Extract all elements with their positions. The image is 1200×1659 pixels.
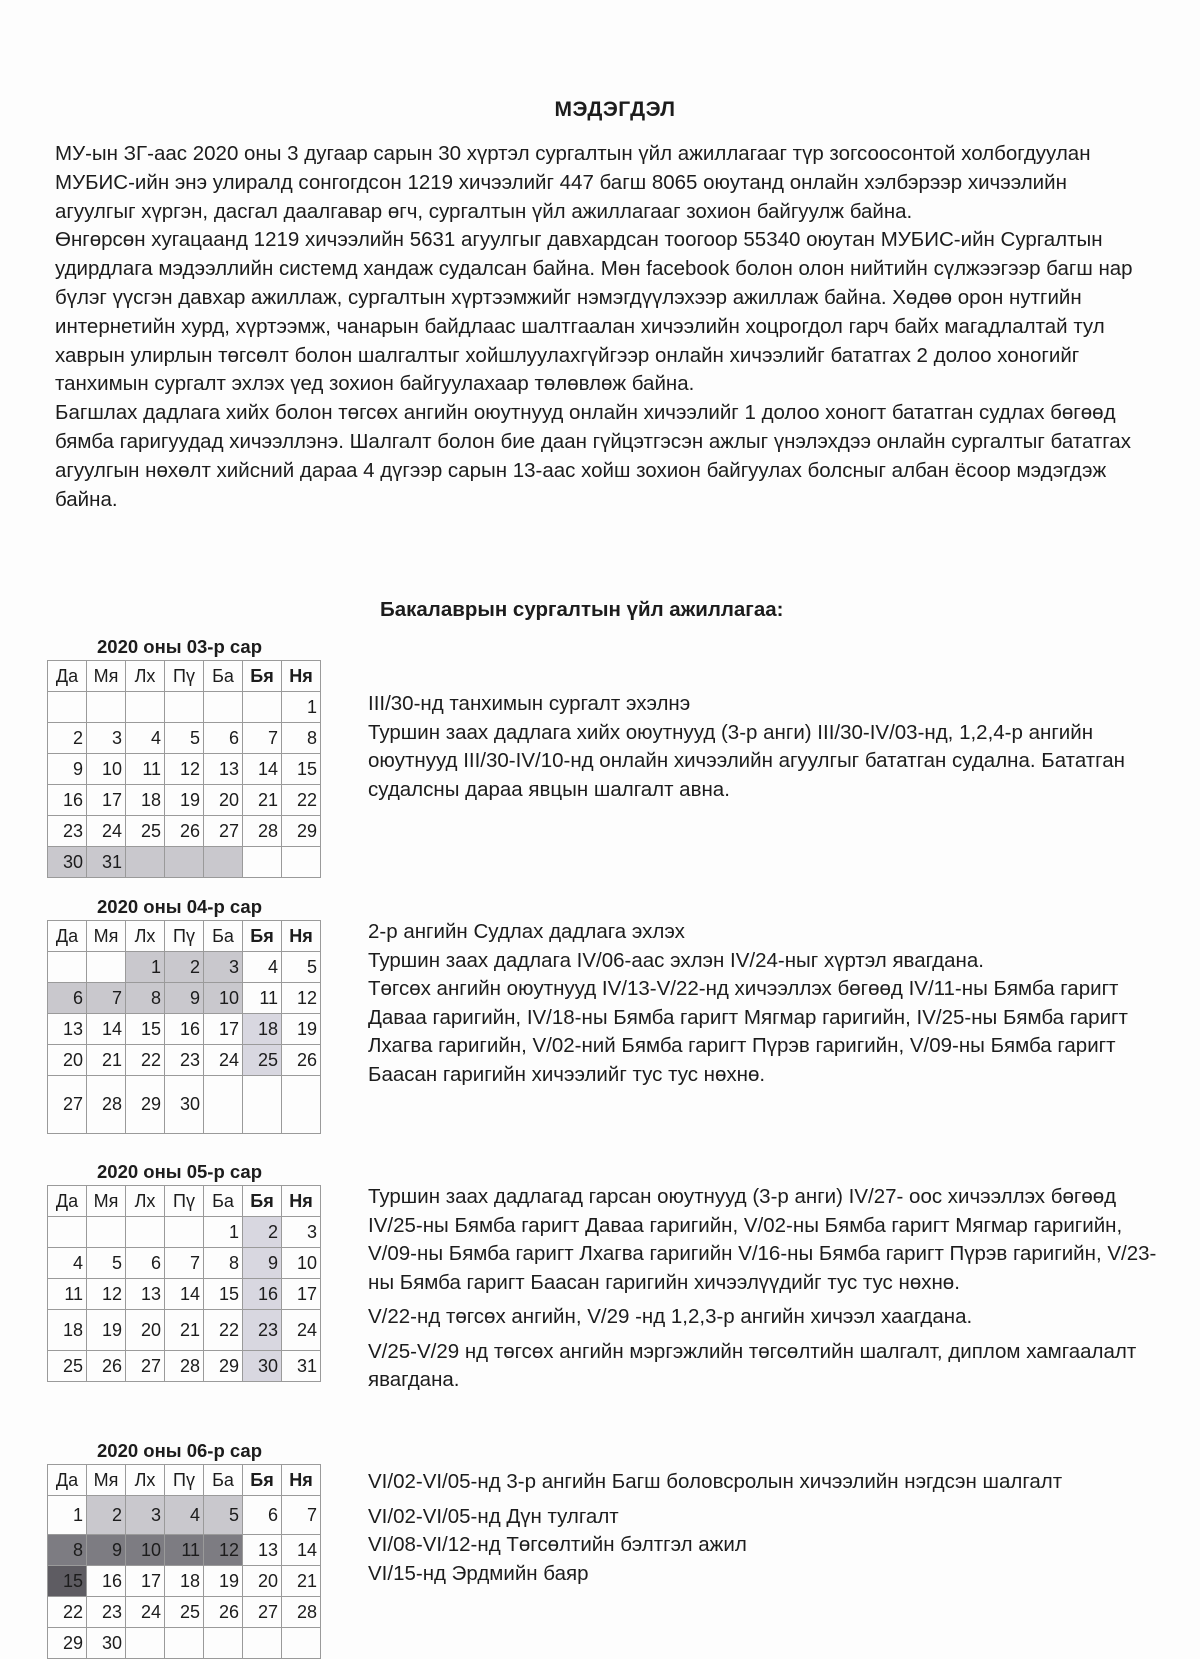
calendar-day: [126, 1628, 165, 1659]
calendar-day: 11: [126, 754, 165, 785]
weekday-header: Мя: [87, 1465, 126, 1496]
calendar-day: 22: [204, 1310, 243, 1351]
weekday-header: Да: [48, 921, 87, 952]
calendar-day: [87, 692, 126, 723]
calendar-day: [126, 1217, 165, 1248]
calendar-day: 19: [282, 1014, 321, 1045]
calendar-day: 7: [243, 723, 282, 754]
calendar-day: 24: [282, 1310, 321, 1351]
calendar-day: 5: [282, 952, 321, 983]
calendar-day: 21: [282, 1566, 321, 1597]
calendar-day: 3: [204, 952, 243, 983]
calendar-day: 29: [282, 816, 321, 847]
calendar-day: 25: [48, 1351, 87, 1382]
document-title: МЭДЭГДЭЛ: [554, 98, 676, 121]
calendar-grid: [47, 660, 321, 878]
calendar-week: [48, 1496, 321, 1535]
calendar-day: 22: [48, 1597, 87, 1628]
calendar-day: 1: [126, 952, 165, 983]
calendar-day: 14: [243, 754, 282, 785]
weekday-header: Лх: [126, 921, 165, 952]
calendar-day: 28: [243, 816, 282, 847]
calendar-day: [204, 1628, 243, 1659]
calendar-day: [282, 1628, 321, 1659]
calendar-week: [48, 692, 321, 723]
section-heading: Бакалаврын сургалтын үйл ажиллагаа:: [380, 598, 784, 621]
calendar-day: 10: [282, 1248, 321, 1279]
calendar-week: [48, 1310, 321, 1351]
note: III/30-нд танхимын сургалт эхэлнэ: [368, 692, 691, 715]
calendar-day: 27: [126, 1351, 165, 1382]
calendar-day: 12: [282, 983, 321, 1014]
weekday-header: Ня: [282, 1186, 321, 1217]
calendar-day: 27: [48, 1076, 87, 1134]
calendar-day: 12: [87, 1279, 126, 1310]
calendar-day: 29: [48, 1628, 87, 1659]
note: VI/02-VI/05-нд 3-р ангийн Багш боловсролын хичээлийн нэгдсэн шалгалт: [368, 1470, 1063, 1493]
calendar-week: [48, 1628, 321, 1659]
weekday-header: Пү: [165, 921, 204, 952]
calendar-day: 5: [204, 1496, 243, 1535]
calendar-grid: [47, 1185, 321, 1382]
weekday-header: Пү: [165, 661, 204, 692]
calendar-week: [48, 1279, 321, 1310]
calendar-day: 7: [282, 1496, 321, 1535]
weekday-header: Пү: [165, 1186, 204, 1217]
weekday-header: Ба: [204, 1186, 243, 1217]
calendar-day: 29: [204, 1351, 243, 1382]
calendar-day: 3: [87, 723, 126, 754]
calendar-day: [165, 1628, 204, 1659]
weekday-header: Ня: [282, 921, 321, 952]
calendar-day: 25: [126, 816, 165, 847]
calendar-week: [48, 723, 321, 754]
calendar-week: [48, 983, 321, 1014]
weekday-header: Мя: [87, 921, 126, 952]
weekday-header-row: [48, 1465, 321, 1496]
note: VI/02-VI/05-нд Дүн тулгалт: [368, 1504, 619, 1528]
calendar-week: [48, 1597, 321, 1628]
weekday-header: Да: [48, 1465, 87, 1496]
calendar-day: 9: [243, 1248, 282, 1279]
calendar-week: [48, 1351, 321, 1382]
calendar-title: 2020 оны 03-р сар: [97, 636, 262, 657]
calendar-day: [204, 1076, 243, 1134]
calendar-day: 24: [126, 1597, 165, 1628]
calendar-day: 27: [243, 1597, 282, 1628]
calendar-week: [48, 1248, 321, 1279]
calendar-day: 5: [87, 1248, 126, 1279]
notes-march: [368, 690, 1168, 804]
weekday-header: Ня: [282, 1465, 321, 1496]
calendar-day: [243, 692, 282, 723]
calendar-day: 30: [87, 1628, 126, 1659]
weekday-header: Лх: [126, 1186, 165, 1217]
calendar-day: 16: [243, 1279, 282, 1310]
calendar-day: 26: [87, 1351, 126, 1382]
calendar-day: 25: [243, 1045, 282, 1076]
calendar-march: [47, 636, 321, 878]
weekday-header: Пү: [165, 1465, 204, 1496]
calendar-day: 17: [204, 1014, 243, 1045]
calendar-day: 24: [204, 1045, 243, 1076]
calendar-day: [165, 847, 204, 878]
calendar-day: 14: [282, 1535, 321, 1566]
calendar-day: [243, 1628, 282, 1659]
calendar-day: 23: [165, 1045, 204, 1076]
calendar-day: 11: [243, 983, 282, 1014]
calendar-grid: [47, 920, 321, 1134]
calendar-day: 4: [243, 952, 282, 983]
calendar-day: 27: [204, 816, 243, 847]
calendar-day: 6: [48, 983, 87, 1014]
calendar-day: 1: [48, 1496, 87, 1535]
calendar-day: [126, 847, 165, 878]
note: Төгсөх ангийн оюутнууд IV/13-V/22-нд хичээллэх бөгөөд IV/11-ны Бямба гаригт Даваа гаригийн, IV/18-ны Бямба гаригт Мягмар гаригийн, IV/25-ны Бямба гаригт Лхагва гаригийн, V/02-ний Бямба гаригт Пүрэв гаригийн, V/09-ны Бямба гаригт Баасан гаригийн хичээлийг тус тус нөхнө.: [368, 977, 1128, 1086]
calendar-june: [47, 1440, 321, 1659]
calendar-day: 19: [165, 785, 204, 816]
note: VI/15-нд Эрдмийн баяр: [368, 1561, 589, 1585]
weekday-header: Ба: [204, 661, 243, 692]
calendar-day: 9: [48, 754, 87, 785]
calendar-day: 7: [165, 1248, 204, 1279]
calendar-day: [48, 952, 87, 983]
calendar-day: 9: [87, 1535, 126, 1566]
calendar-april: [47, 896, 321, 1134]
calendar-grid: [47, 1464, 321, 1659]
calendar-day: 26: [165, 816, 204, 847]
weekday-header-row: [48, 1186, 321, 1217]
calendar-day: 12: [204, 1535, 243, 1566]
calendar-day: 21: [243, 785, 282, 816]
calendar-day: 4: [165, 1496, 204, 1535]
calendar-day: 15: [204, 1279, 243, 1310]
note: V/25-V/29 нд төгсөх ангийн мэргэжлийн төгсөлтийн шалгалт, диплом хамгаалалт явагдана.: [368, 1339, 1137, 1391]
calendar-day: 29: [126, 1076, 165, 1134]
calendar-may: [47, 1161, 321, 1382]
calendar-day: [282, 1076, 321, 1134]
calendar-day: 22: [282, 785, 321, 816]
calendar-day: 13: [243, 1535, 282, 1566]
calendar-day: 6: [243, 1496, 282, 1535]
calendar-day: [87, 952, 126, 983]
calendar-day: 13: [126, 1279, 165, 1310]
calendar-day: 28: [87, 1076, 126, 1134]
calendar-week: [48, 1076, 321, 1134]
calendar-day: 22: [126, 1045, 165, 1076]
calendar-title: 2020 оны 06-р сар: [97, 1440, 262, 1461]
calendar-day: 3: [282, 1217, 321, 1248]
weekday-header: Лх: [126, 661, 165, 692]
calendar-day: 1: [204, 1217, 243, 1248]
calendar-day: 11: [165, 1535, 204, 1566]
calendar-day: 6: [204, 723, 243, 754]
calendar-day: 2: [243, 1217, 282, 1248]
weekday-header: Бя: [243, 921, 282, 952]
calendar-day: 8: [126, 983, 165, 1014]
weekday-header: Ня: [282, 661, 321, 692]
calendar-week: [48, 1217, 321, 1248]
calendar-day: 10: [204, 983, 243, 1014]
calendar-day: 19: [204, 1566, 243, 1597]
calendar-day: 3: [126, 1496, 165, 1535]
calendar-day: 16: [48, 785, 87, 816]
weekday-header-row: [48, 921, 321, 952]
weekday-header: Мя: [87, 1186, 126, 1217]
note: 2-р ангийн Судлах дадлага эхлэх: [368, 920, 685, 943]
note: Туршин заах дадлага IV/06-аас эхлэн IV/24-ныг хүртэл явагдана.: [368, 948, 984, 972]
calendar-title: 2020 оны 04-р сар: [97, 896, 262, 917]
calendar-title: 2020 оны 05-р сар: [97, 1161, 262, 1182]
calendar-day: [165, 692, 204, 723]
calendar-day: 31: [282, 1351, 321, 1382]
calendar-day: [243, 1076, 282, 1134]
calendar-day: [282, 847, 321, 878]
calendar-day: 20: [204, 785, 243, 816]
calendar-week: [48, 754, 321, 785]
weekday-header: Да: [48, 1186, 87, 1217]
calendar-week: [48, 785, 321, 816]
calendar-day: 30: [243, 1351, 282, 1382]
calendar-day: 31: [87, 847, 126, 878]
calendar-day: [126, 692, 165, 723]
weekday-header: Ба: [204, 921, 243, 952]
intro-paragraph-2: Өнгөрсөн хугацаанд 1219 хичээлийн 5631 агуулгыг давхардсан тоогоор 55340 оюутан МУБИС-ийн Сургалтын удирдлага мэдээллийн системд хандаж судалсан байна. Мөн facebook болон олон нийтийн сүлжээгээр багш нар бүлэг үүсгэн давхар ажиллаж, сургалтын хүртээмжийг нэмэгдүүлэхээр ажиллаж байна. Хөдөө орон нутгийн интернетийн хурд, хүртээмж, чанарын байдлаас шалтгаалан хичээлийн хоцрогдол гарч байх магадлалтай тул хаврын улирлын төгсөлт болон шалгалтыг хойшлуулахгүйгээр онлайн хичээлийг бататгах 2 долоо хоногийг танхимын сургалт эхлэх үед зохион байгуулахаар төлөвлөж байна.: [55, 228, 1133, 396]
calendar-day: 30: [165, 1076, 204, 1134]
weekday-header: Да: [48, 661, 87, 692]
calendar-day: [87, 1217, 126, 1248]
calendar-day: 14: [87, 1014, 126, 1045]
calendar-week: [48, 952, 321, 983]
calendar-day: 23: [48, 816, 87, 847]
calendar-day: 13: [204, 754, 243, 785]
calendar-day: 13: [48, 1014, 87, 1045]
calendar-day: 18: [243, 1014, 282, 1045]
calendar-day: 2: [48, 723, 87, 754]
weekday-header: Мя: [87, 661, 126, 692]
calendar-week: [48, 1045, 321, 1076]
calendar-day: 26: [282, 1045, 321, 1076]
calendar-week: [48, 1566, 321, 1597]
calendar-day: 24: [87, 816, 126, 847]
calendar-day: 8: [48, 1535, 87, 1566]
calendar-day: 7: [87, 983, 126, 1014]
calendar-day: 8: [282, 723, 321, 754]
calendar-day: 17: [282, 1279, 321, 1310]
calendar-day: 21: [165, 1310, 204, 1351]
calendar-day: [204, 847, 243, 878]
calendar-day: [48, 1217, 87, 1248]
note: Туршин заах дадлагад гарсан оюутнууд (3-р анги) IV/27- оос хичээллэх бөгөөд IV/25-ны Бямба гаригт Даваа гаригийн, V/02-ны Бямба гаригт Мягмар гаригийн, V/09-ны Бямба гаригт Лхагва гаригийн V/16-ны Бямба гаригт Пүрэв гаригийн, V/23-ны Бямба гаригт Баасан гаригийн хичээлүүдийг тус тус нөхнө.: [368, 1185, 1157, 1294]
calendar-day: 11: [48, 1279, 87, 1310]
notes-april: [368, 918, 1168, 1089]
calendar-day: [243, 847, 282, 878]
calendar-day: 23: [243, 1310, 282, 1351]
note: Туршин заах дадлага хийх оюутнууд (3-р анги) III/30-IV/03-нд, 1,2,4-р ангийн оюутнууд III/30-IV/10-нд онлайн хичээлийн агуулгыг бататган судална. Бататган судалсны дараа явцын шалгалт авна.: [368, 720, 1125, 801]
note: V/22-нд төгсөх ангийн, V/29 -нд 1,2,3-р ангийн хичээл хаагдана.: [368, 1305, 973, 1328]
calendar-day: [204, 692, 243, 723]
calendar-day: 10: [87, 754, 126, 785]
calendar-week: [48, 816, 321, 847]
weekday-header: Бя: [243, 661, 282, 692]
calendar-day: 10: [126, 1535, 165, 1566]
calendar-day: 8: [204, 1248, 243, 1279]
calendar-day: 26: [204, 1597, 243, 1628]
intro-text: [55, 140, 1135, 514]
calendar-day: 20: [243, 1566, 282, 1597]
calendar-day: 28: [282, 1597, 321, 1628]
calendar-day: 18: [126, 785, 165, 816]
calendar-day: [165, 1217, 204, 1248]
weekday-header-row: [48, 661, 321, 692]
calendar-day: 2: [165, 952, 204, 983]
intro-paragraph-3: Багшлах дадлага хийх болон төгсөх ангийн оюутнууд онлайн хичээлийг 1 долоо хоногт бататган судлах бөгөөд бямба гаригуудад хичээллэнэ. Шалгалт болон бие даан гүйцэтгэсэн ажлыг үнэлэхдээ онлайн сургалтыг бататгах агуулгын нөхөлт хийсний дараа 4 дүгээр сарын 13-аас хойш зохион байгуулах болсныг албан ёсоор мэдэгдэж байна.: [55, 401, 1131, 511]
calendar-day: 15: [126, 1014, 165, 1045]
calendar-day: 20: [48, 1045, 87, 1076]
calendar-day: 17: [87, 785, 126, 816]
calendar-day: 9: [165, 983, 204, 1014]
calendar-day: 23: [87, 1597, 126, 1628]
notes-june: [368, 1468, 1168, 1588]
calendar-day: 15: [282, 754, 321, 785]
calendar-day: [48, 692, 87, 723]
calendar-week: [48, 1014, 321, 1045]
calendar-day: 28: [165, 1351, 204, 1382]
calendar-day: 12: [165, 754, 204, 785]
weekday-header: Ба: [204, 1465, 243, 1496]
calendar-week: [48, 1535, 321, 1566]
weekday-header: Бя: [243, 1186, 282, 1217]
calendar-day: 25: [165, 1597, 204, 1628]
calendar-day: 14: [165, 1279, 204, 1310]
weekday-header: Бя: [243, 1465, 282, 1496]
calendar-day: 1: [282, 692, 321, 723]
calendar-day: 6: [126, 1248, 165, 1279]
calendar-day: 4: [126, 723, 165, 754]
calendar-day: 19: [87, 1310, 126, 1351]
weekday-header: Лх: [126, 1465, 165, 1496]
calendar-day: 4: [48, 1248, 87, 1279]
calendar-day: 18: [165, 1566, 204, 1597]
calendar-day: 20: [126, 1310, 165, 1351]
calendar-day: 5: [165, 723, 204, 754]
calendar-day: 16: [165, 1014, 204, 1045]
notes-may: [368, 1183, 1168, 1395]
calendar-day: 30: [48, 847, 87, 878]
calendar-day: 2: [87, 1496, 126, 1535]
calendar-day: 15: [48, 1566, 87, 1597]
intro-paragraph-1: МУ-ын ЗГ-аас 2020 оны 3 дугаар сарын 30 хүртэл сургалтын үйл ажиллагааг түр зогсоосонтой холбогдуулан МУБИС-ийн энэ улиралд сонгогдсон 1219 хичээлийг 447 багш 8065 оюутанд онлайн хэлбэрээр хичээлийн агуулгыг хүргэн, дасгал даалгавар өгч, сургалтын үйл ажиллагааг зохион байгуулж байна.: [55, 142, 1091, 223]
calendar-day: 21: [87, 1045, 126, 1076]
calendar-week: [48, 847, 321, 878]
calendar-day: 17: [126, 1566, 165, 1597]
note: VI/08-VI/12-нд Төгсөлтийн бэлтгэл ажил: [368, 1533, 747, 1556]
calendar-day: 18: [48, 1310, 87, 1351]
calendar-day: 16: [87, 1566, 126, 1597]
